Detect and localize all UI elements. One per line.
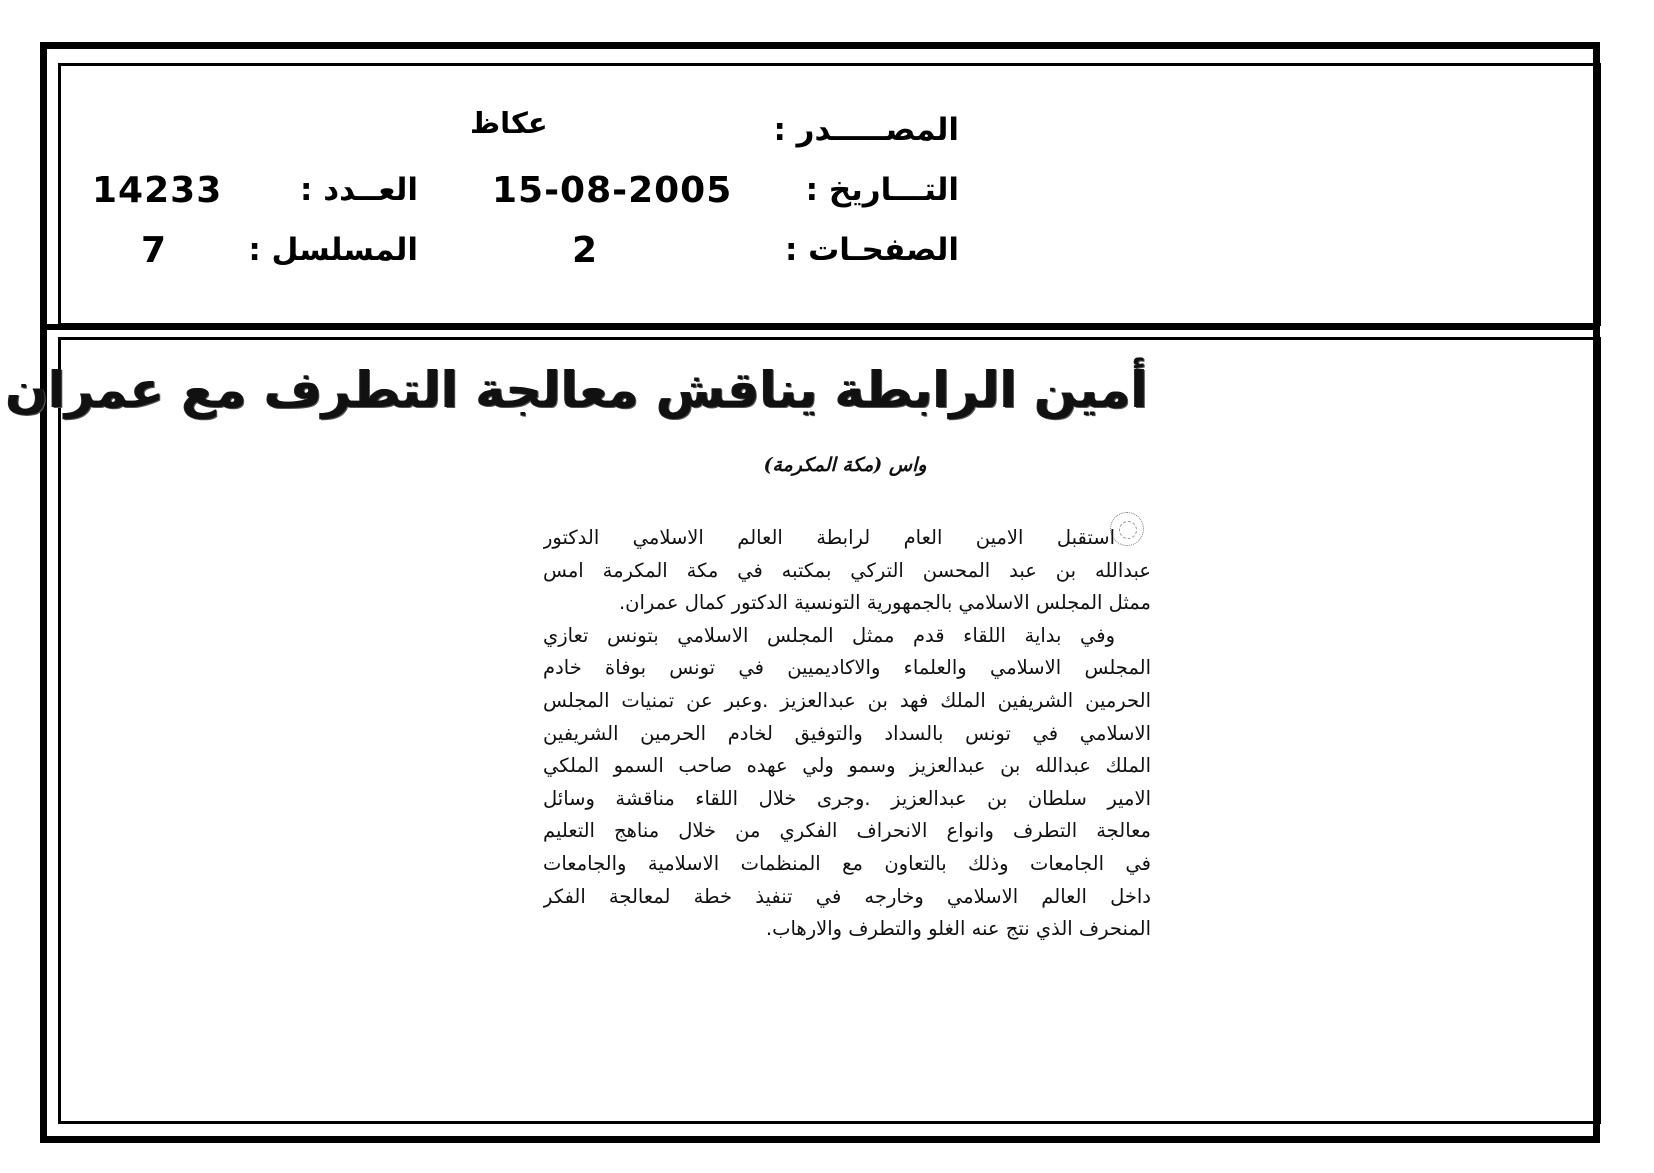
article-line: الحرمين الشريفين الملك فهد بن عبدالعزيز .وعبر عن تمنيات المجلس [543, 688, 1151, 712]
issue-label: العــدد : [300, 172, 418, 208]
article-line: استقبل الامين العام لرابطة العالم الاسلامي الدكتور [543, 526, 1115, 549]
article-line: في الجامعات وذلك بالتعاون مع المنظمات الاسلامية والجامعات [543, 851, 1151, 875]
source-value: عكاظ [470, 106, 548, 140]
article-byline: واس (مكة المكرمة) [763, 454, 927, 476]
article-line: الامير سلطان بن عبدالعزيز .وجرى خلال اللقاء مناقشة وسائل [543, 786, 1151, 810]
source-label: المصـــــدر : [773, 112, 959, 148]
article-line: عبدالله بن عبد المحسن التركي بمكتبه في مكة المكرمة امس [543, 558, 1151, 582]
header-divider [47, 324, 1593, 330]
article-line: المجلس الاسلامي والعلماء والاكاديميين في تونس بوفاة خادم [543, 656, 1151, 680]
article-line: داخل العالم الاسلامي وخارجه في تنفيذ خطة لمعالجة الفكر [543, 884, 1151, 908]
article-line: معالجة التطرف وانواع الانحراف الفكري من خلال مناهج التعليم [543, 819, 1151, 843]
serial-value: 7 [141, 230, 168, 271]
date-label: التـــاريخ : [805, 172, 959, 208]
article-line: ممثل المجلس الاسلامي بالجمهورية التونسية الدكتور كمال عمران. [618, 591, 1151, 615]
pages-value: 2 [572, 230, 599, 271]
article-headline: أمين الرابطة يناقش معالجة التطرف مع عمران [5, 361, 1148, 419]
pages-label: الصفحـات : [784, 232, 959, 268]
date-value: 15-08-2005 [492, 170, 733, 211]
article-line: الملك عبدالله بن عبدالعزيز وسمو ولي عهده صاحب السمو الملكي [543, 754, 1151, 778]
article-line: المنحرف الذي نتج عنه الغلو والتطرف والارهاب. [765, 917, 1151, 941]
issue-value: 14233 [92, 170, 223, 211]
article-line: الاسلامي في تونس بالسداد والتوفيق لخادم الحرمين الشريفين [543, 721, 1151, 745]
serial-label: المسلسل : [248, 232, 418, 268]
article-line: وفي بداية اللقاء قدم ممثل المجلس الاسلامي بتونس تعازي [543, 623, 1115, 647]
article-body [543, 522, 1151, 946]
